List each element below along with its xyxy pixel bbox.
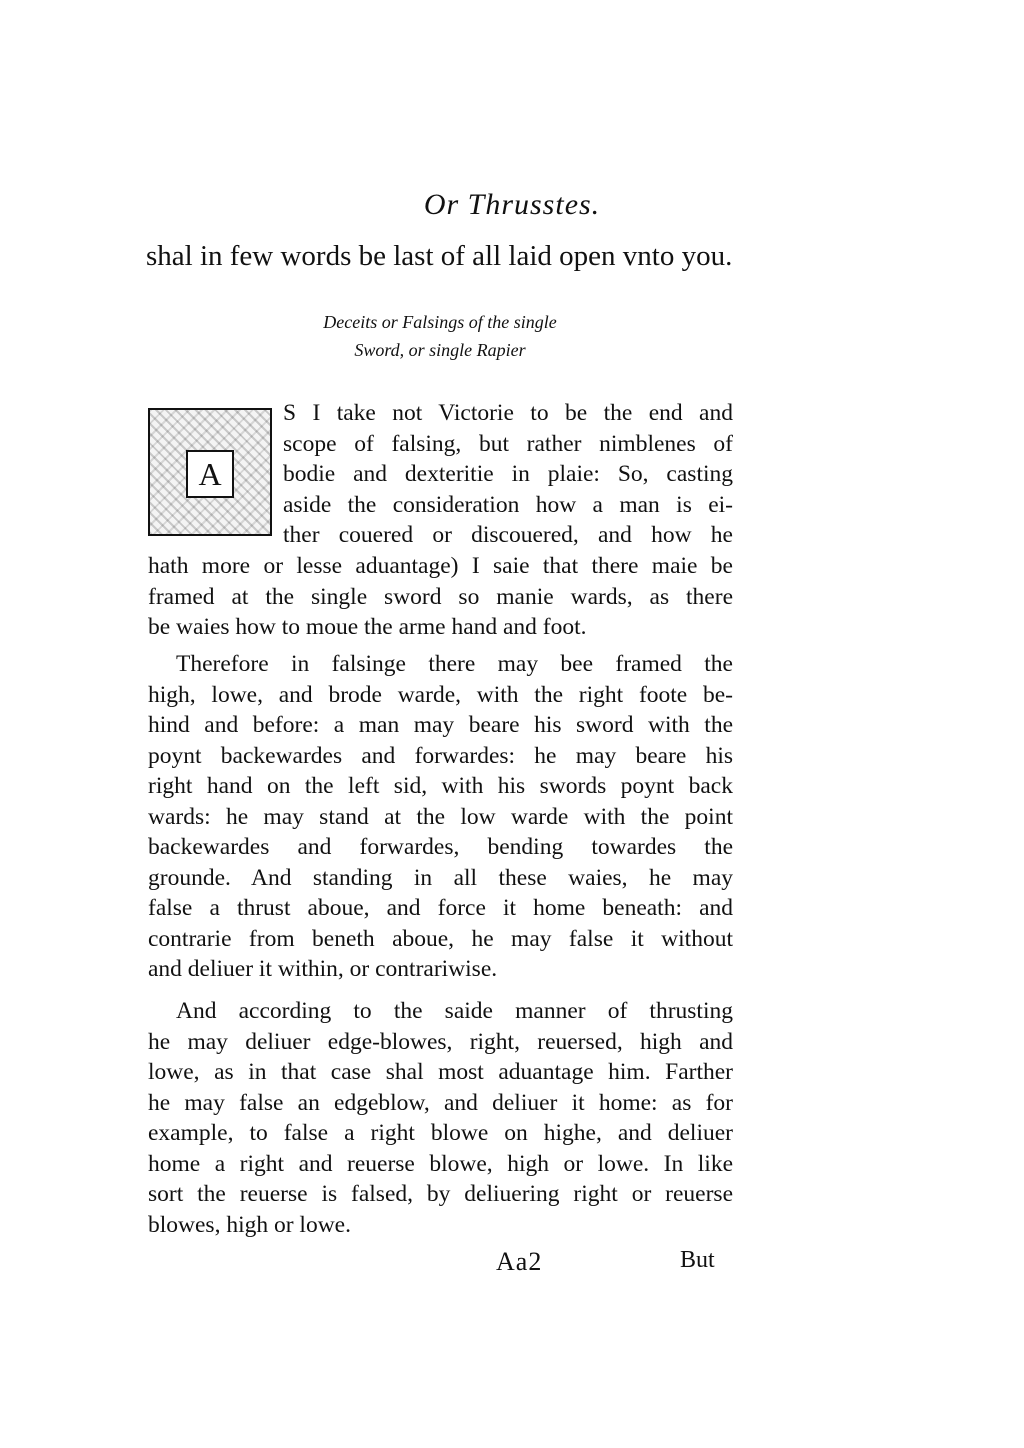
signature-mark: Aa2 bbox=[496, 1247, 543, 1276]
text-line: bodie and dexteritie in plaie: So, casting bbox=[283, 461, 733, 487]
paragraph-1-opening bbox=[283, 398, 733, 551]
text-line: blowes, high or lowe. bbox=[148, 1211, 351, 1238]
text-line: example, to false a right blowe on highe, and deliuer bbox=[148, 1120, 733, 1146]
section-heading bbox=[250, 308, 630, 364]
text-line: right hand on the left sid, with his swords poynt back bbox=[148, 773, 733, 799]
section-heading-line: Deceits or Falsings of the single bbox=[323, 312, 557, 332]
text-line: And according to the saide manner of thrusting bbox=[176, 998, 733, 1024]
text-line: backewardes and forwardes, bending towardes the bbox=[148, 834, 733, 860]
text-line: contrarie from beneth aboue, he may false it without bbox=[148, 925, 733, 952]
text-line: falsе a thrust aboue, and force it home beneath: and bbox=[148, 895, 733, 921]
text-line: hath more or lesse aduantage) I saie that there maie be bbox=[148, 553, 733, 579]
text-line: aside the consideration how a man is ei- bbox=[283, 491, 733, 518]
text-line: be waies how to moue the arme hand and foot. bbox=[148, 614, 587, 640]
catchword: But bbox=[680, 1247, 715, 1273]
text-line: Therefore in falsinge there may bee framed the bbox=[176, 651, 733, 677]
text-line: lowe, as in that case shal most aduantage him. Farther bbox=[148, 1059, 733, 1085]
lead-line: shal in few words be last of all laid open vnto you. bbox=[146, 240, 733, 272]
text-line: high, lowe, and brode warde, with the right foote be- bbox=[148, 681, 733, 708]
text-line: ther couered or discouered, and how he bbox=[283, 522, 733, 548]
text-line: framed at the single sword so manie wards, as there bbox=[148, 583, 733, 610]
text-line: he may false an edgeblow, and deliuer it home: as for bbox=[148, 1089, 733, 1116]
decorated-initial bbox=[148, 408, 272, 536]
text-line: he may deliuer edge-blowes, right, reuersed, high and bbox=[148, 1028, 733, 1055]
text-line: wards: he may stand at the low warde with the point bbox=[148, 803, 733, 830]
paragraph-3 bbox=[148, 996, 733, 1240]
running-head: Or Thrusstes. bbox=[423, 188, 601, 221]
paragraph-1-continued bbox=[148, 551, 733, 643]
section-heading-line: Sword, or single Rapier bbox=[354, 340, 526, 360]
paragraph-2 bbox=[148, 649, 733, 985]
text-line: sort the reuerse is falsed, by deliuering right or reuerse bbox=[148, 1181, 733, 1207]
initial-letter: A bbox=[186, 450, 234, 498]
text-line: home a right and reuerse blowe, high or lowe. In like bbox=[148, 1150, 733, 1177]
text-line: poynt backewardes and forwardes: he may beare his bbox=[148, 742, 733, 769]
text-line: scope of falsing, but rather nimblenes of bbox=[283, 430, 733, 457]
text-line: hind and before: a man may beare his sword with the bbox=[148, 712, 733, 738]
text-line: S I take not Victorie to be the end and bbox=[283, 400, 733, 426]
text-line: grounde. And standing in all these waies, he may bbox=[148, 864, 733, 891]
text-line: and deliuer it within, or contrariwise. bbox=[148, 956, 498, 982]
